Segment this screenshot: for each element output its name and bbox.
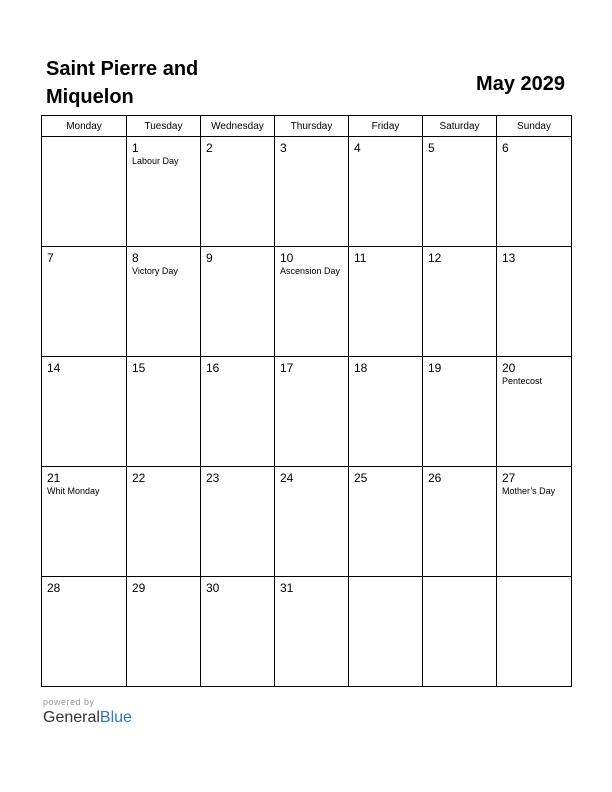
- day-cell[interactable]: [127, 247, 201, 357]
- calendar-month-title: May 2029: [476, 73, 565, 95]
- day-cell[interactable]: [275, 247, 349, 357]
- day-cell[interactable]: [201, 137, 275, 247]
- generalblue-logo[interactable]: [43, 708, 132, 728]
- calendar-week-row: [42, 577, 572, 687]
- day-cell[interactable]: [349, 247, 423, 357]
- day-cell[interactable]: [423, 467, 497, 577]
- day-cell[interactable]: [423, 357, 497, 467]
- day-cell[interactable]: [201, 357, 275, 467]
- holiday-label: Ascension Day: [280, 266, 341, 276]
- day-cell[interactable]: [201, 577, 275, 687]
- day-number: 20: [502, 361, 516, 375]
- day-cell[interactable]: [127, 137, 201, 247]
- calendar-week-row: [42, 137, 572, 247]
- day-number: 30: [206, 581, 220, 595]
- day-cell[interactable]: [497, 357, 572, 467]
- day-cell[interactable]: [497, 577, 572, 687]
- day-number: 5: [428, 141, 435, 155]
- day-number: 25: [354, 471, 368, 485]
- day-number: 29: [132, 581, 146, 595]
- day-number: 24: [280, 471, 294, 485]
- holiday-label: Whit Monday: [47, 486, 100, 496]
- day-cell[interactable]: [423, 577, 497, 687]
- brand-blue-text: Blue: [99, 709, 132, 726]
- weekday-header: Saturday: [423, 116, 497, 137]
- day-number: 17: [280, 361, 294, 375]
- day-number: 4: [354, 141, 361, 155]
- holiday-label: Victory Day: [132, 266, 178, 276]
- day-number: 10: [280, 251, 294, 265]
- day-cell[interactable]: [201, 467, 275, 577]
- day-number: 3: [280, 141, 287, 155]
- day-cell[interactable]: [275, 137, 349, 247]
- calendar-grid: [41, 115, 572, 687]
- day-cell[interactable]: [349, 137, 423, 247]
- day-cell[interactable]: [42, 577, 127, 687]
- day-cell[interactable]: [42, 357, 127, 467]
- day-number: 23: [206, 471, 220, 485]
- day-cell[interactable]: [42, 137, 127, 247]
- brand-general-text: General: [43, 709, 100, 726]
- day-cell[interactable]: [349, 577, 423, 687]
- day-cell[interactable]: [42, 467, 127, 577]
- calendar-weeks: [42, 137, 572, 687]
- day-number: 26: [428, 471, 442, 485]
- day-number: 7: [47, 251, 54, 265]
- day-number: 22: [132, 471, 146, 485]
- weekday-header: Sunday: [497, 116, 572, 137]
- day-cell[interactable]: [275, 357, 349, 467]
- day-cell[interactable]: [275, 577, 349, 687]
- day-cell[interactable]: [497, 137, 572, 247]
- holiday-label: Pentecost: [502, 376, 543, 386]
- day-cell[interactable]: [423, 247, 497, 357]
- weekday-header-row: [42, 116, 572, 137]
- day-cell[interactable]: [127, 577, 201, 687]
- day-number: 9: [206, 251, 213, 265]
- weekday-header: Wednesday: [201, 116, 275, 137]
- calendar-week-row: [42, 247, 572, 357]
- day-cell[interactable]: [42, 247, 127, 357]
- weekday-header: Friday: [349, 116, 423, 137]
- day-number: 31: [280, 581, 294, 595]
- day-number: 27: [502, 471, 516, 485]
- day-number: 6: [502, 141, 509, 155]
- holiday-label: Mother’s Day: [502, 486, 556, 496]
- day-number: 1: [132, 141, 139, 155]
- day-number: 18: [354, 361, 368, 375]
- calendar-country-title: Saint Pierre and Miquelon: [46, 58, 199, 108]
- day-number: 2: [206, 141, 213, 155]
- weekday-header: Thursday: [275, 116, 349, 137]
- day-cell[interactable]: [349, 467, 423, 577]
- weekday-header: Monday: [42, 116, 127, 137]
- day-number: 13: [502, 251, 516, 265]
- powered-by-text: powered by: [43, 697, 95, 707]
- footer-branding: [43, 697, 132, 728]
- day-number: 14: [47, 361, 61, 375]
- day-cell[interactable]: [497, 467, 572, 577]
- day-number: 12: [428, 251, 442, 265]
- day-number: 8: [132, 251, 139, 265]
- day-cell[interactable]: [423, 137, 497, 247]
- calendar-week-row: [42, 467, 572, 577]
- day-cell[interactable]: [497, 247, 572, 357]
- day-number: 19: [428, 361, 442, 375]
- day-cell[interactable]: [127, 357, 201, 467]
- calendar-week-row: [42, 357, 572, 467]
- day-number: 21: [47, 471, 61, 485]
- day-cell[interactable]: [201, 247, 275, 357]
- day-number: 28: [47, 581, 61, 595]
- weekday-header: Tuesday: [127, 116, 201, 137]
- day-number: 11: [354, 251, 367, 265]
- day-number: 16: [206, 361, 220, 375]
- day-number: 15: [132, 361, 146, 375]
- day-cell[interactable]: [275, 467, 349, 577]
- day-cell[interactable]: [127, 467, 201, 577]
- day-cell[interactable]: [349, 357, 423, 467]
- holiday-label: Labour Day: [132, 156, 179, 166]
